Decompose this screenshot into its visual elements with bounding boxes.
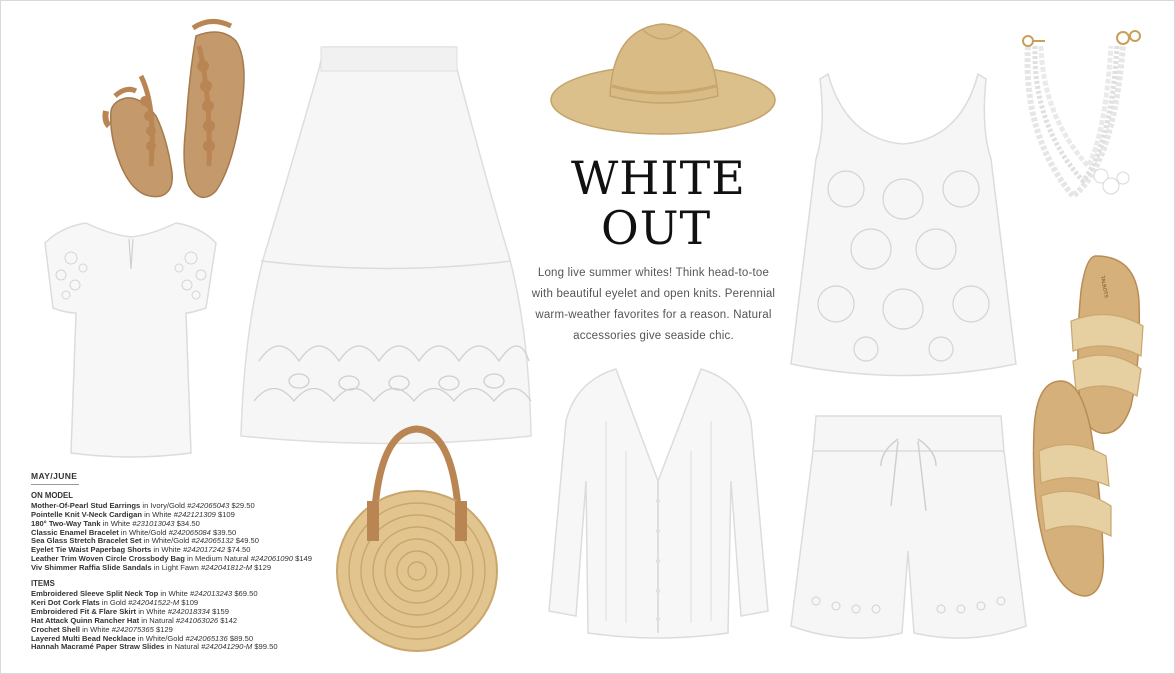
credit-price: $129 xyxy=(153,624,173,634)
credit-sku: #242075365 xyxy=(111,624,154,634)
credit-name: Classic Enamel Bracelet xyxy=(31,527,119,537)
credit-name: Embroidered Fit & Flare Skirt xyxy=(31,606,137,616)
credit-price: $29.50 xyxy=(229,500,255,510)
credit-detail: in Natural xyxy=(164,642,202,652)
right-sandal xyxy=(184,21,244,197)
credit-name: Pointelle Knit V-Neck Cardigan xyxy=(31,509,142,519)
items-title: ITEMS xyxy=(31,579,55,589)
credit-sku: #242041812-M xyxy=(200,563,253,573)
credit-name: Embroidered Sleeve Split Neck Top xyxy=(31,588,159,598)
crochet-shell-image xyxy=(786,69,1021,381)
on-model-list xyxy=(31,502,331,573)
season-label: MAY/JUNE xyxy=(31,472,79,485)
headline-line-2: OUT xyxy=(601,201,712,255)
credit-price: $149 xyxy=(292,554,312,564)
credit-detail: in White/Gold xyxy=(118,527,169,537)
credit-price: $49.50 xyxy=(233,536,259,546)
credit-price: $74.50 xyxy=(225,545,251,555)
intro-text: Long live summer whites! Think head-to-toe with beautiful eyelet and open knits. Perennial warm-weather favorites for a reason. Natural accessories give seaside chic. xyxy=(531,267,776,342)
credit-detail: in White xyxy=(79,624,112,634)
split-neck-top-image xyxy=(41,213,221,459)
credit-price: $129 xyxy=(252,563,272,573)
credit-detail: in Gold xyxy=(99,597,129,607)
product-credits xyxy=(31,472,331,652)
credit-detail: in Light Fawn xyxy=(151,563,201,573)
credit-name: Keri Dot Cork Flats xyxy=(31,597,100,607)
credit-detail: in Natural xyxy=(139,615,176,625)
woven-circle-bag-image xyxy=(329,421,504,653)
credit-detail: in White/Gold xyxy=(141,536,192,546)
credit-price: $109 xyxy=(179,597,199,607)
multi-bead-necklace-image xyxy=(1013,26,1148,208)
credit-sku: #242018334 xyxy=(167,606,210,616)
credit-name: Viv Shimmer Raffia Slide Sandals xyxy=(31,563,152,573)
credit-sku: #242017242 xyxy=(182,545,226,555)
raffia-slide-sandals-image xyxy=(1031,251,1151,626)
headline-line-1: WHITE xyxy=(571,151,746,205)
credit-detail: in White xyxy=(136,606,168,616)
credit-sku: #231013043 xyxy=(132,518,175,528)
credit-sku: #241063026 xyxy=(175,615,219,625)
credit-detail: in White xyxy=(151,545,183,555)
paperbag-shorts-image xyxy=(786,411,1031,649)
credit-detail: in White/Gold xyxy=(135,633,186,643)
credit-price: $159 xyxy=(209,606,229,616)
credit-row xyxy=(31,643,331,652)
slide-brand-label: TALBOTS xyxy=(1099,275,1109,299)
credit-sku: #242061090 xyxy=(250,554,293,564)
rancher-hat-image xyxy=(548,18,778,138)
credit-name: Mother-Of-Pearl Stud Earrings xyxy=(31,500,141,510)
credit-price: $34.50 xyxy=(174,518,200,528)
on-model-title: ON MODEL xyxy=(31,490,74,500)
credit-price: $89.50 xyxy=(227,633,254,643)
items-list xyxy=(31,590,331,652)
credit-name: Sea Glass Stretch Bracelet Set xyxy=(31,536,142,546)
credit-price: $142 xyxy=(218,615,238,625)
credit-detail: in White xyxy=(100,518,133,528)
credit-price: $109 xyxy=(215,509,235,519)
credit-price: $39.50 xyxy=(210,527,237,537)
credit-row xyxy=(31,564,331,573)
credit-name: Hannah Macramé Paper Straw Slides xyxy=(31,642,165,652)
credit-sku: #242121309 xyxy=(173,509,216,519)
credit-detail: in White xyxy=(158,588,190,598)
credit-sku: #242041522-M xyxy=(128,597,180,607)
credit-sku: #242065132 xyxy=(191,536,234,546)
credit-name: 180° Two-Way Tank xyxy=(31,518,101,528)
credit-name: Hat Attack Quinn Rancher Hat xyxy=(31,615,140,625)
credit-sku: #242065084 xyxy=(168,527,211,537)
credit-detail: in White xyxy=(141,509,174,519)
headline xyxy=(541,153,771,253)
credit-price: $69.50 xyxy=(232,588,258,598)
credit-name: Leather Trim Woven Circle Crossbody Bag xyxy=(31,554,185,564)
cork-sandals-image xyxy=(101,16,251,206)
credit-sku: #242041290-M xyxy=(201,642,253,652)
credit-price: $99.50 xyxy=(252,642,278,652)
credit-detail: in Medium Natural xyxy=(184,554,251,564)
fit-flare-skirt-image xyxy=(239,41,534,446)
credit-sku: #242065043 xyxy=(187,500,230,510)
credit-detail: in Ivory/Gold xyxy=(140,500,188,510)
credit-name: Eyelet Tie Waist Paperbag Shorts xyxy=(31,545,152,555)
pointelle-cardigan-image xyxy=(546,361,771,646)
credit-sku: #242013243 xyxy=(189,588,233,598)
left-sandal xyxy=(105,76,172,197)
credit-name: Layered Multi Bead Necklace xyxy=(31,633,136,643)
credit-sku: #242065136 xyxy=(185,633,228,643)
credit-name: Crochet Shell xyxy=(31,624,80,634)
